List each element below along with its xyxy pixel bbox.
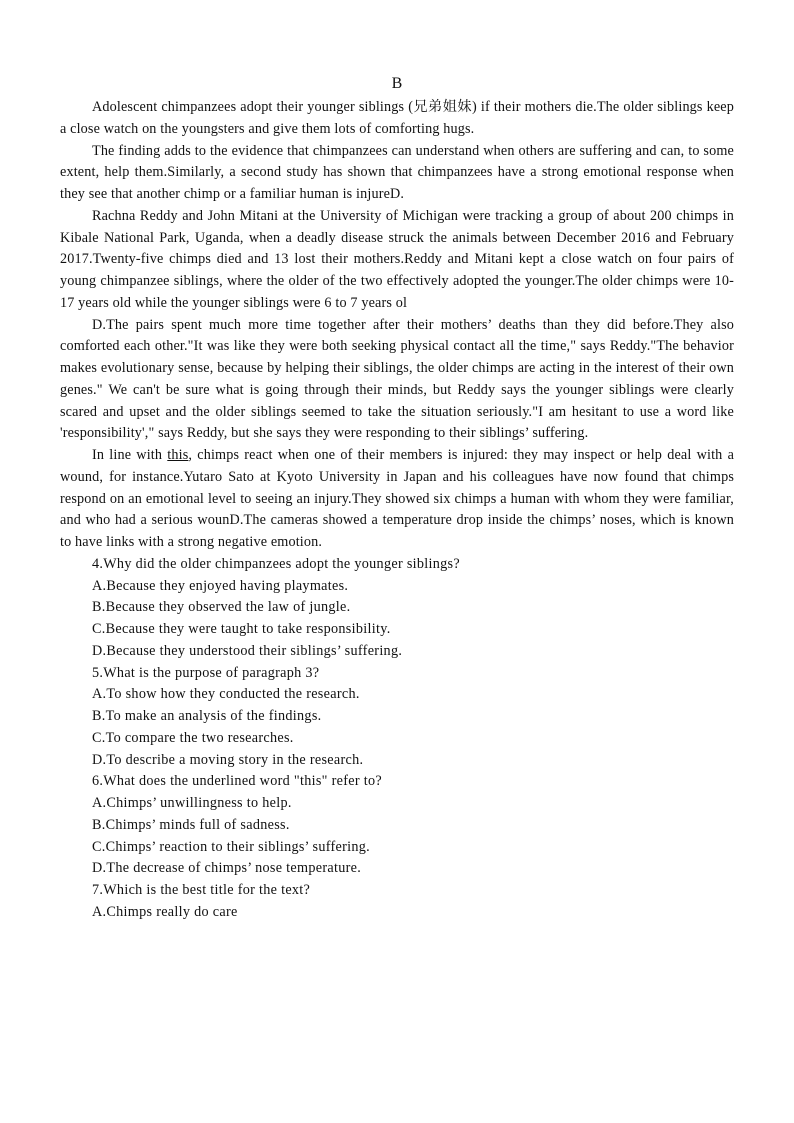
document-page [60, 72, 734, 924]
answer-option: A.Because they enjoyed having playmates. [92, 577, 349, 594]
answer-option: C.To compare the two researches. [92, 729, 294, 746]
passage-paragraph-1: Adolescent chimpanzees adopt their younger siblings (兄弟姐妹) if their mothers die.The older siblings keep a close watch on the youngsters and give them lots of comforting hugs. [60, 99, 734, 137]
section-title: B [391, 75, 403, 92]
answer-option: D.Because they understood their siblings’ suffering. [92, 642, 403, 659]
passage-paragraph-5 [60, 445, 734, 554]
question-7 [60, 880, 734, 924]
answer-option: C.Because they were taught to take responsibility. [92, 621, 391, 637]
answer-option: B.Chimps’ minds full of sadness. [92, 816, 290, 833]
question-stem: 5.What is the purpose of paragraph 3? [92, 664, 320, 681]
answer-option: B.To make an analysis of the findings. [92, 708, 322, 724]
answer-option: A.To show how they conducted the research. [92, 686, 360, 703]
answer-option: C.Chimps’ reaction to their siblings’ suffering. [92, 838, 371, 855]
passage-paragraph-4: D.The pairs spent much more time together after their mothers’ deaths than they did before.They also comforted each other."It was like they were both seeking physical contact all the time," says Reddy."The behavior makes evolutionary sense, because by helping their siblings, the older chimps are acting in the interest of their own genes." We can't be sure what is going through their minds, but Reddy says the younger siblings were clearly scared and upset and the older siblings seemed to take the situation seriously."I am hesitant to use a word like 'responsibility'," says Reddy, but she says they were responding to their siblings’ suffering. [60, 316, 734, 442]
passage-paragraph-2: The finding adds to the evidence that chimpanzees can understand when others are suffering and can, to some extent, help them.Similarly, a second study has shown that chimpanzees have a strong emotional response when they see that another chimp or a familiar human is injureD. [60, 142, 734, 202]
answer-option: A.Chimps’ unwillingness to help. [92, 795, 292, 811]
passage-paragraph-3: Rachna Reddy and John Mitani at the University of Michigan were tracking a group of about 200 chimps in Kibale National Park, Uganda, when a deadly disease struck the animals between December 2016 and February 2017.Twenty-five chimps died and 13 lost their mothers.Reddy and Mitani kept a close watch on four pairs of young chimpanzee siblings, where the older of the two effectively adopted the younger.The older chimps were 10-17 years old while the younger siblings were 6 to 7 years ol [60, 207, 734, 311]
question-4 [60, 554, 734, 663]
question-stem: 7.Which is the best title for the text? [92, 882, 311, 898]
paragraph-5-lead: In line with [92, 447, 168, 463]
question-5 [60, 663, 734, 772]
question-6 [60, 771, 734, 880]
answer-option: A.Chimps really do care [92, 903, 238, 920]
question-stem: 4.Why did the older chimpanzees adopt the younger siblings? [92, 555, 460, 572]
answer-option: D.The decrease of chimps’ nose temperature. [92, 860, 362, 877]
paragraph-5-rest: , chimps react when one of their members is injured: they may inspect or help deal with a wound, for instance.Yutaro Sato at Kyoto University in Japan and his colleagues have now found that chimps respond on an emotional level to seeing an injury.They showed six chimps a human with whom they were familiar, and who had a serious wounD.The cameras showed a temperature drop inside the chimps’ noses, which is known to have links with a strong negative emotion. [60, 447, 735, 550]
underlined-word-this: this [167, 447, 189, 463]
answer-option: D.To describe a moving story in the research. [92, 751, 364, 768]
question-stem: 6.What does the underlined word "this" refer to? [92, 773, 382, 790]
answer-option: B.Because they observed the law of jungle. [92, 599, 351, 616]
